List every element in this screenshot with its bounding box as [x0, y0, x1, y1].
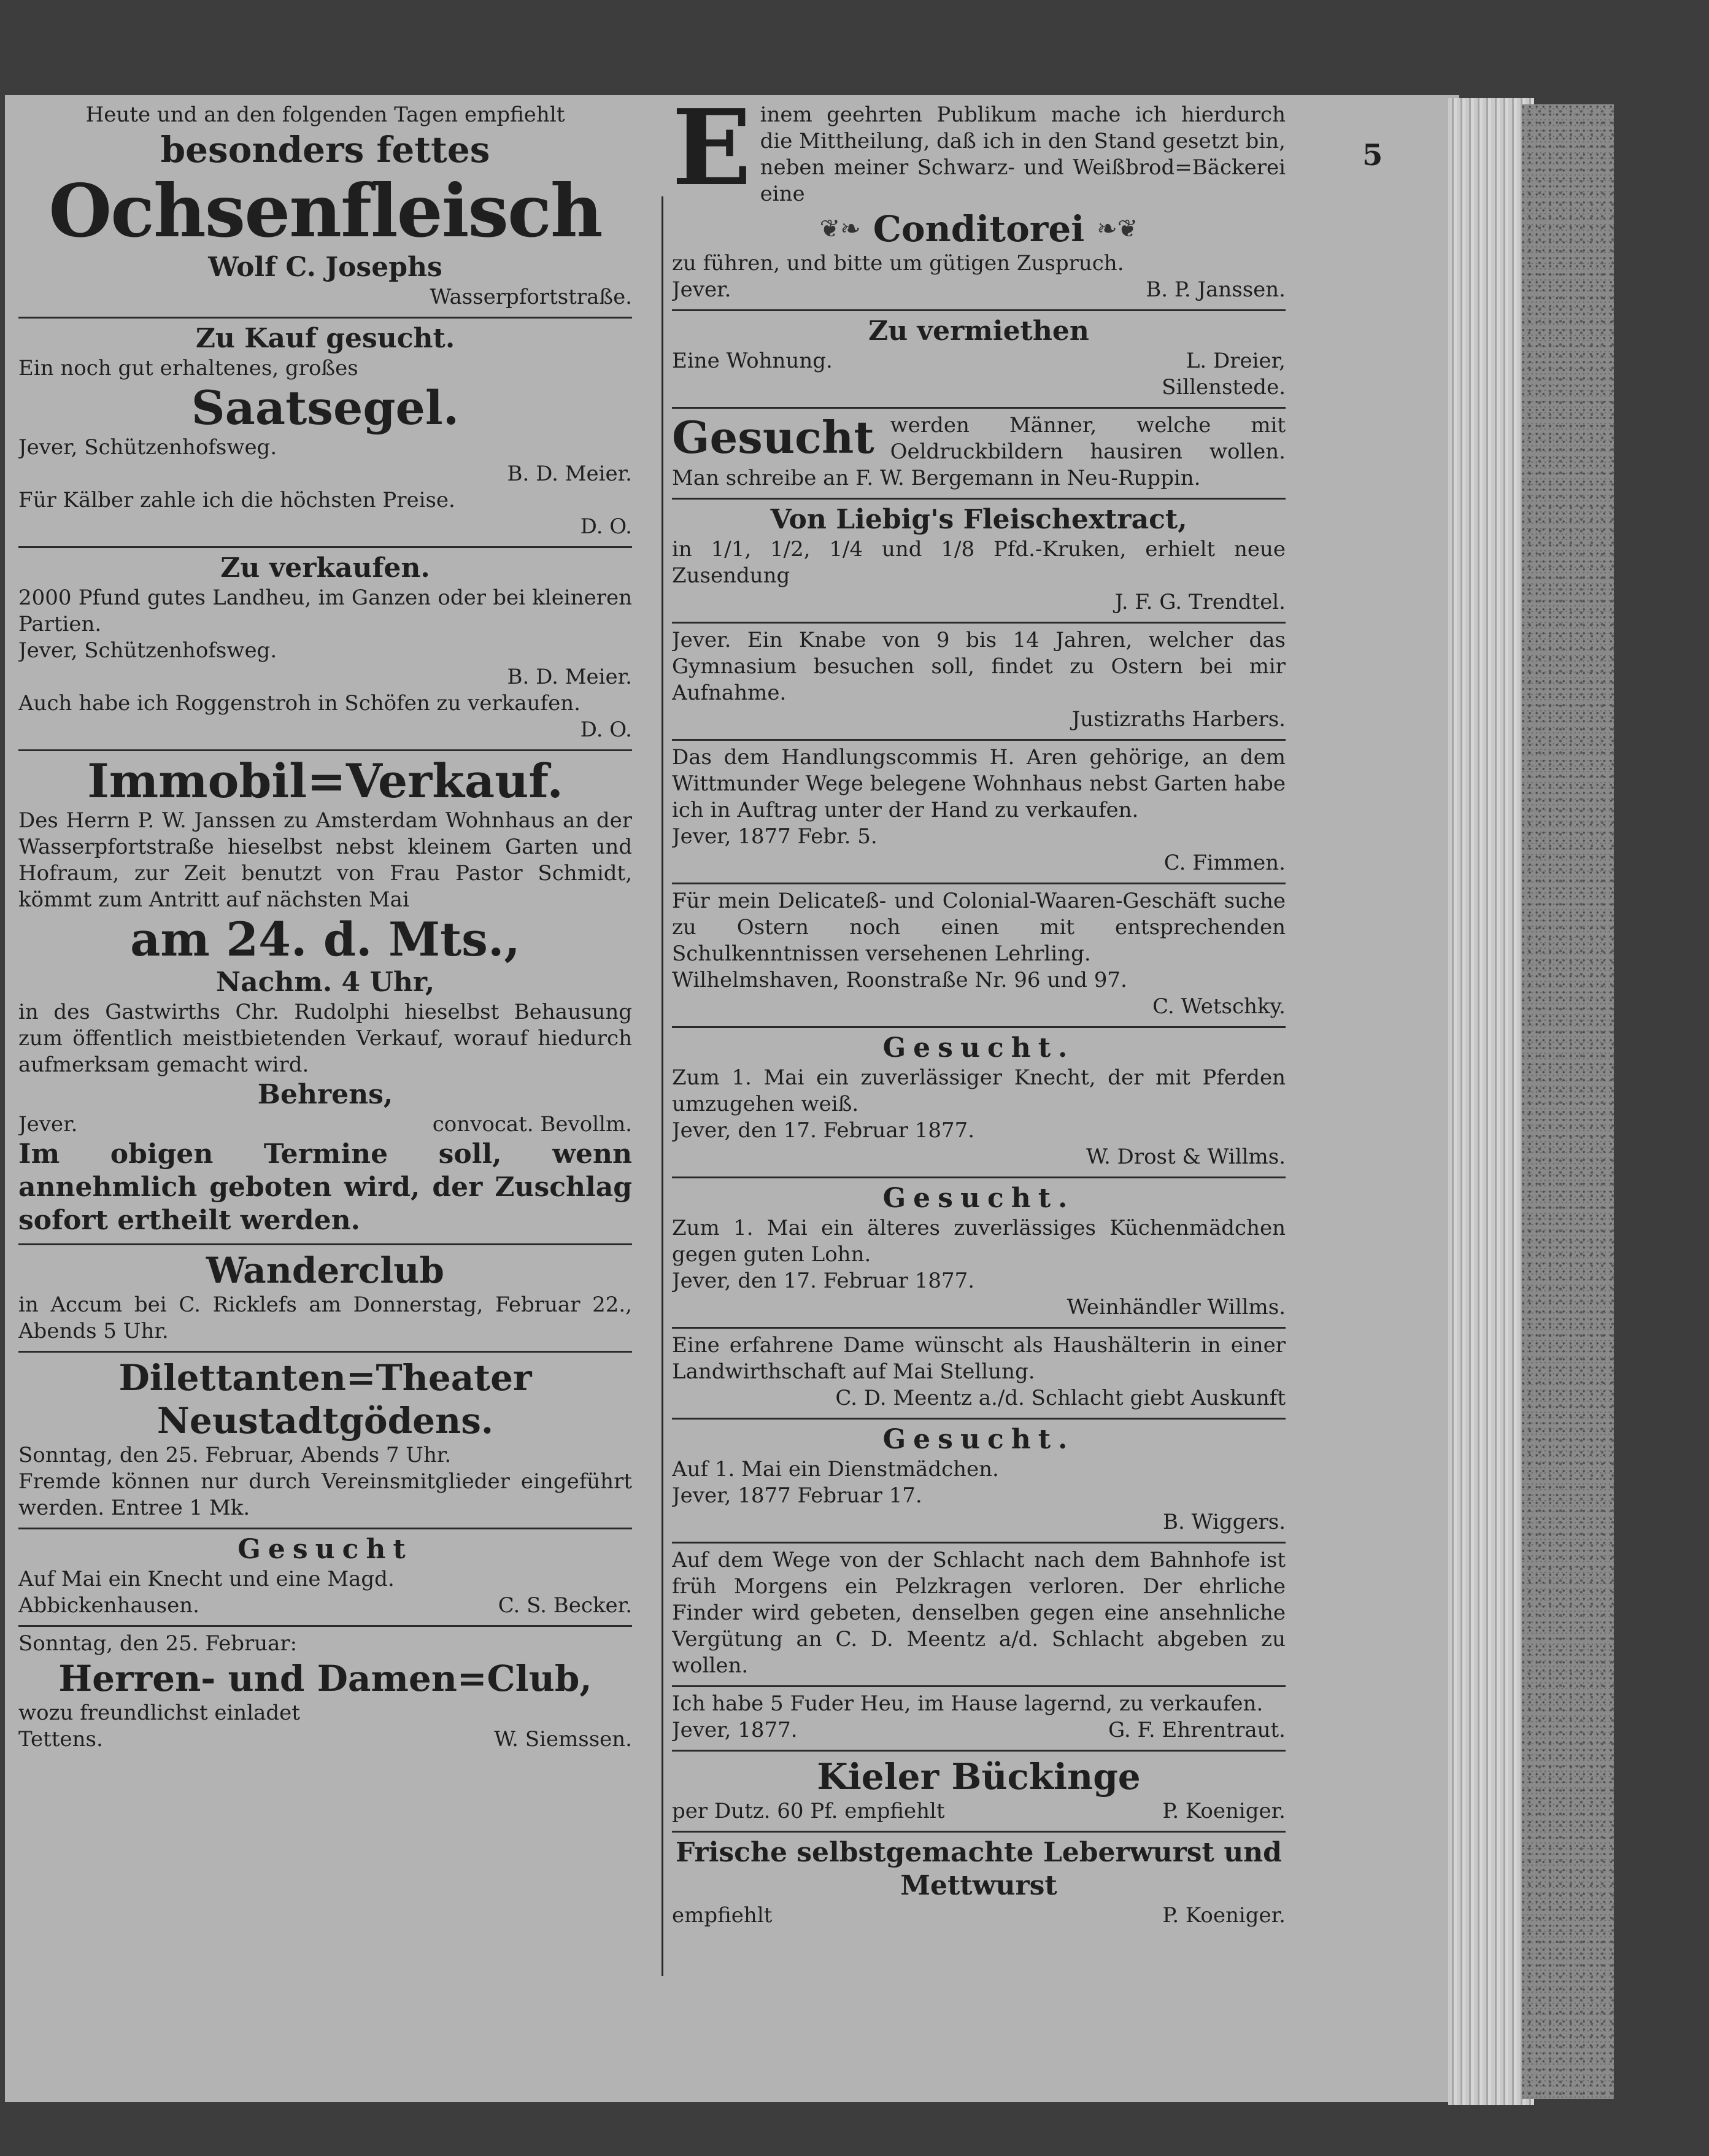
ad-ochsenfleisch	[18, 98, 632, 319]
ad-title: Gesucht.	[882, 1183, 1075, 1214]
ad-time: Nachm. 4 Uhr,	[215, 967, 435, 998]
ad-signature: C. Wetschky.	[1152, 994, 1286, 1019]
ad-gesucht-dienstmaedchen	[672, 1420, 1286, 1544]
ad-text: empfiehlt	[672, 1903, 773, 1928]
ad-place: Sillenstede.	[1162, 375, 1286, 400]
ad-text: wozu freundlichst einladet	[18, 1701, 300, 1725]
ad-zu-kauf-gesucht	[18, 319, 632, 548]
ad-text: Ich habe 5 Fuder Heu, im Hause lagernd, zu verkaufen.	[672, 1691, 1263, 1716]
ornament-left-icon: ❦❧	[819, 215, 861, 243]
right-column	[672, 98, 1286, 2019]
ad-date: Jever, den 17. Februar 1877.	[672, 1118, 975, 1143]
ad-name: Wolf C. Josephs	[208, 252, 442, 283]
ad-signature: C. Fimmen.	[1163, 851, 1286, 875]
column-divider	[662, 196, 663, 1976]
ad-footer	[18, 1593, 632, 1619]
ad-title: Ochsenfleisch	[48, 168, 602, 253]
ad-immobil-verkauf	[18, 751, 632, 1245]
ad-title: Kieler Bückinge	[817, 1756, 1141, 1798]
ad-subtitle: besonders fettes	[160, 129, 490, 171]
ad-zu-verkaufen	[18, 548, 632, 751]
ad-place: Jever.	[18, 1112, 78, 1137]
ad-theater	[18, 1353, 632, 1529]
ad-liebig	[672, 500, 1286, 624]
ad-footer	[18, 1726, 632, 1753]
ad-signature: L. Dreier,	[1186, 349, 1286, 373]
ad-title-row	[672, 207, 1286, 250]
ad-signature: Weinhändler Willms.	[1067, 1295, 1286, 1319]
ad-text: Ein noch gut erhaltenes, großes	[18, 356, 358, 381]
ad-intro: Heute und an den folgenden Tagen empfiehlt	[85, 102, 565, 127]
ad-leberwurst	[672, 1833, 1286, 1935]
ad-footer	[672, 1903, 1286, 1929]
ad-title: Gesucht	[237, 1534, 413, 1565]
ad-text: Für mein Delicateß- und Colonial-Waaren-Geschäft suche zu Ostern noch einen mit entsprechenden Schulkenntnissen versehenen Lehrling.	[672, 889, 1286, 966]
ad-text: per Dutz. 60 Pf. empfiehlt	[672, 1799, 945, 1823]
ad-signature: B. P. Janssen.	[1146, 277, 1286, 302]
ad-title: Herren- und Damen=Club,	[58, 1658, 592, 1699]
ad-place: Tettens.	[18, 1727, 103, 1752]
ad-text: Das dem Handlungscommis H. Aren gehörige, an dem Wittmunder Wege belegene Wohnhaus nebst Garten habe ich in Auftrag unter der Hand zu verkaufen.	[672, 745, 1286, 822]
ad-title: Zu Kauf gesucht.	[195, 323, 455, 354]
ad-gesucht-kuechenmaedchen	[672, 1178, 1286, 1329]
ad-place: Jever, Schützenhofsweg.	[18, 435, 277, 460]
ad-text: in des Gastwirths Chr. Rudolphi hieselbst Behausung zum öffentlich meistbietenden Verkauf, worauf hiedurch aufmerksam gemacht wird.	[18, 1000, 632, 1077]
ad-text: Zum 1. Mai ein älteres zuverlässiges Küchenmädchen gegen guten Lohn.	[672, 1216, 1286, 1267]
ad-signature: J. F. G. Trendtel.	[1114, 590, 1286, 614]
ad-signature: B. D. Meier.	[507, 462, 632, 486]
ad-haushaelterin	[672, 1329, 1286, 1420]
ad-item: Saatsegel.	[191, 381, 460, 435]
ad-text: Eine erfahrene Dame wünscht als Haushälterin in einer Landwirthschaft auf Mai Stellung.	[672, 1333, 1286, 1384]
ad-zu-vermiethen	[672, 311, 1286, 409]
ad-text: Jever. Ein Knabe von 9 bis 14 Jahren, welcher das Gymnasium besuchen soll, findet zu Ostern bei mir Aufnahme.	[672, 628, 1286, 705]
ad-signature: D. O.	[580, 514, 632, 539]
ad-title: Immobil=Verkauf.	[87, 754, 563, 808]
ad-footer	[672, 1798, 1286, 1825]
ad-signature: G. F. Ehrentraut.	[1108, 1718, 1286, 1742]
ad-text: werden Männer, welche mit Oeldruckbildern hausiren wollen. Man schreibe an F. W. Bergemann in Neu-Ruppin.	[672, 413, 1286, 490]
ad-lehrling	[672, 884, 1286, 1028]
ad-gesucht-maenner	[672, 409, 1286, 500]
ad-text: inem geehrten Publikum mache ich hierdurch die Mittheilung, daß ich in den Stand gesetzt bin, neben meiner Schwarz- und Weißbrod=Bäckerei eine	[760, 102, 1286, 206]
ad-date: Jever, 1877.	[672, 1718, 798, 1742]
ad-place: Jever, Schützenhofsweg.	[18, 638, 277, 663]
ad-text: 2000 Pfund gutes Landheu, im Ganzen oder bei kleineren Partien.	[18, 585, 632, 636]
ad-signature: B. Wiggers.	[1163, 1510, 1286, 1534]
ad-text: Auch habe ich Roggenstroh in Schöfen zu verkaufen.	[18, 691, 581, 716]
ad-signature: W. Drost & Willms.	[1086, 1145, 1286, 1169]
ad-kieler-bueckinge	[672, 1752, 1286, 1833]
ad-note: Im obigen Termine soll, wenn annehmlich geboten wird, der Zuschlag sofort ertheilt werden.	[18, 1138, 632, 1236]
ad-role: convocat. Bevollm.	[432, 1112, 632, 1137]
ad-text: Auf dem Wege von der Schlacht nach dem Bahnhofe ist früh Morgens ein Pelzkragen verloren. Der ehrliche Finder wird gebeten, denselben gegen eine ansehnliche Vergütung an C. D. Meentz a/d. Schlacht abgeben zu wollen.	[672, 1548, 1286, 1678]
ad-signature: W. Siemssen.	[494, 1727, 632, 1752]
ad-date: Jever, 1877 Februar 17.	[672, 1483, 922, 1508]
ad-conditorei	[672, 98, 1286, 311]
ad-wohnhaus	[672, 741, 1286, 884]
ad-title: Von Liebig's Fleischextract,	[770, 504, 1187, 535]
ad-title: Dilettanten=Theater	[118, 1357, 532, 1399]
ad-footer	[672, 277, 1286, 303]
ad-text: in 1/1, 1/2, 1/4 und 1/8 Pfd.-Kruken, erhielt neue Zusendung	[672, 537, 1286, 588]
ad-signature: C. S. Becker.	[498, 1593, 632, 1618]
ad-title: Gesucht	[672, 411, 874, 463]
ad-signature: Justizraths Harbers.	[1071, 707, 1286, 732]
ad-signature: P. Koeniger.	[1162, 1799, 1286, 1823]
ad-text: Sonntag, den 25. Februar:	[18, 1631, 298, 1656]
book-cover	[1522, 104, 1614, 2099]
page-number: 5	[1362, 138, 1383, 172]
ad-text: Des Herrn P. W. Janssen zu Amsterdam Wohnhaus an der Wasserpfortstraße hieselbst nebst kleinem Garten und Hofraum, zur Zeit benutzt von Frau Pastor Schmidt, kömmt zum Antritt auf nächsten Mai	[18, 808, 632, 912]
ad-text: in Accum bei C. Ricklefs am Donnerstag, Februar 22., Abends 5 Uhr.	[18, 1292, 632, 1343]
book-page-edges	[1448, 98, 1534, 2105]
ad-knabe	[672, 624, 1286, 741]
ad-text: Eine Wohnung.	[672, 349, 833, 373]
ad-text: Auf Mai ein Knecht und eine Magd.	[18, 1567, 395, 1591]
ad-text: Sonntag, den 25. Februar, Abends 7 Uhr.	[18, 1443, 452, 1467]
ad-title: Conditorei	[873, 208, 1085, 250]
ad-title: Gesucht.	[882, 1424, 1075, 1455]
ad-wanderclub	[18, 1245, 632, 1353]
ad-title-place: Neustadtgödens.	[156, 1400, 494, 1442]
ornament-right-icon: ❧❦	[1097, 215, 1138, 243]
ad-date: Jever, 1877 Febr. 5.	[672, 824, 878, 849]
ad-gesucht-knecht	[672, 1028, 1286, 1178]
ad-signature: B. D. Meier.	[507, 665, 632, 689]
left-column	[18, 98, 632, 2019]
ad-title: Zu vermiethen	[868, 315, 1089, 347]
ad-row	[672, 348, 1286, 374]
ad-text: Für Kälber zahle ich die höchsten Preise.	[18, 488, 455, 512]
ad-signature: D. O.	[580, 717, 632, 742]
ad-footer	[672, 1717, 1286, 1744]
ad-text: Auf 1. Mai ein Dienstmädchen.	[672, 1457, 999, 1482]
ad-heu	[672, 1687, 1286, 1752]
ad-pelzkragen	[672, 1544, 1286, 1687]
ad-text: Fremde können nur durch Vereinsmitglieder eingeführt werden. Entree 1 Mk.	[18, 1469, 632, 1520]
ad-footer	[18, 1111, 632, 1138]
drop-cap: E	[672, 98, 752, 209]
ad-signature: P. Koeniger.	[1162, 1903, 1286, 1928]
ad-gesucht-knecht-magd	[18, 1529, 632, 1627]
ad-text: zu führen, und bitte um gütigen Zuspruch.	[672, 251, 1124, 276]
ad-text: Zum 1. Mai ein zuverlässiger Knecht, der mit Pferden umzugehen weiß.	[672, 1065, 1286, 1116]
ad-place: Abbickenhausen.	[18, 1593, 199, 1618]
ad-date: am 24. d. Mts.,	[130, 912, 520, 967]
ad-name: Behrens,	[257, 1079, 393, 1110]
ad-title: Gesucht.	[882, 1032, 1075, 1064]
ad-street: Wasserpfortstraße.	[430, 285, 632, 309]
ad-date: Jever, den 17. Februar 1877.	[672, 1269, 975, 1293]
ad-title: Wanderclub	[206, 1250, 444, 1291]
ad-title: Zu verkaufen.	[220, 552, 430, 584]
ad-damen-club	[18, 1627, 632, 1759]
ad-place: Wilhelmshaven, Roonstraße Nr. 96 und 97.	[672, 968, 1127, 992]
ad-signature: C. D. Meentz a./d. Schlacht giebt Auskunft	[835, 1386, 1286, 1410]
ad-title: Frische selbstgemachte Leberwurst und Mettwurst	[676, 1837, 1282, 1901]
ad-place: Jever.	[672, 277, 731, 302]
